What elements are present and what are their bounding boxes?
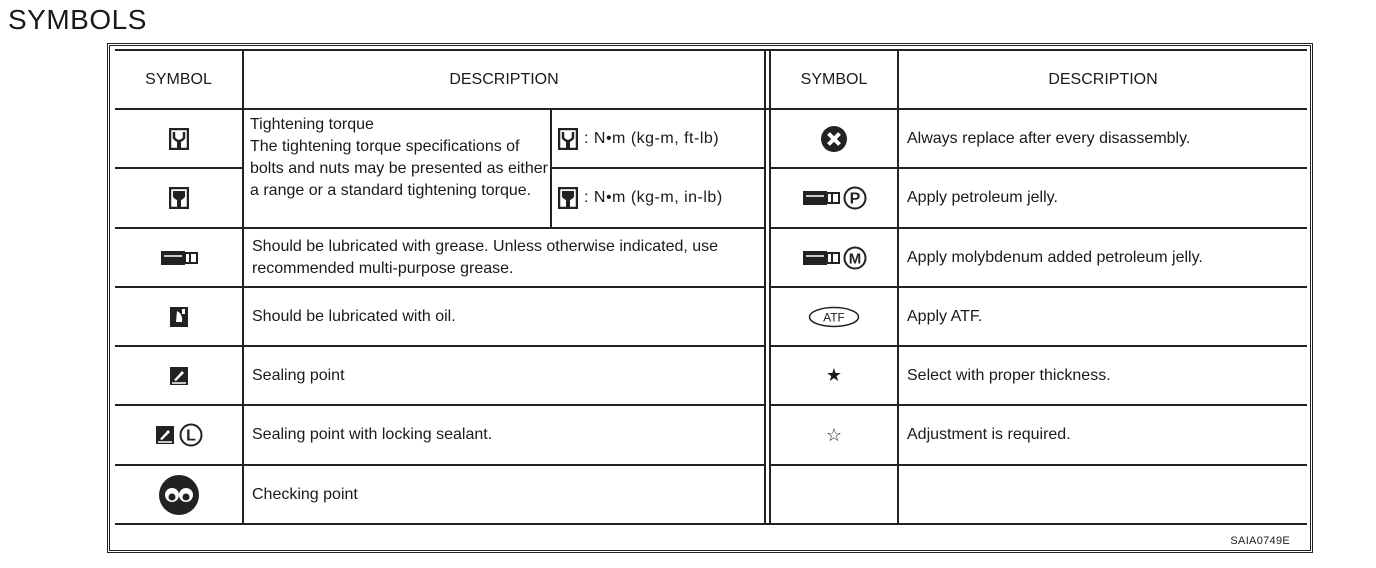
sealing-locking-description: Sealing point with locking sealant. [252, 426, 493, 443]
torque-unit-ft-lb: : N•m (kg-m, ft-lb) [584, 129, 720, 147]
checking-symbol-cell [115, 466, 242, 523]
molybdenum-glyph: M [848, 250, 861, 267]
oil-symbol-cell [115, 288, 242, 345]
outline-star-icon: ☆ [825, 424, 843, 445]
atf-glyph: ATF [823, 310, 845, 324]
grease-symbol-cell [115, 229, 242, 286]
petroleum-glyph: P [849, 190, 860, 208]
empty-symbol-cell [771, 466, 897, 523]
header-description-right: DESCRIPTION [1048, 70, 1158, 88]
figure-code: SAIA0749E [1230, 535, 1290, 547]
torque-unit-cell [552, 169, 764, 227]
filled-star-icon: ★ [825, 365, 843, 385]
torque-description [250, 114, 548, 202]
replace-symbol-cell [771, 110, 897, 167]
torque-heading: Tightening torque [250, 116, 374, 133]
grease-gun-icon [802, 249, 840, 267]
sealing-symbol-cell [115, 347, 242, 404]
petroleum-description: Apply petroleum jelly. [907, 189, 1058, 206]
oil-description: Should be lubricated with oil. [252, 307, 456, 325]
sealing-point-icon [169, 366, 189, 386]
checking-eyes-icon [157, 473, 201, 517]
torque-wrench-icon [169, 128, 189, 150]
torque-wrench-filled-icon [169, 187, 189, 209]
torque-wrench-filled-icon [558, 187, 578, 209]
replace-description: Always replace after every disassembly. [907, 129, 1191, 147]
petroleum-jelly-icon [843, 186, 867, 210]
torque-body: The tightening torque specifications of bolts and nuts may be presented as either a range or a standard tightening torque. [250, 138, 548, 199]
col-rule [764, 49, 766, 524]
atf-symbol-cell [771, 288, 897, 345]
torque-symbol-cell [115, 169, 242, 227]
replace-x-icon [820, 125, 848, 153]
atf-icon [808, 306, 860, 328]
molybdenum-jelly-icon [843, 246, 867, 270]
sealing-locking-symbol-cell [115, 406, 242, 464]
adjustment-description: Adjustment is required. [907, 426, 1071, 443]
molybdenum-symbol-cell [771, 229, 897, 286]
sealing-locking-icon [155, 425, 175, 445]
molybdenum-description: Apply molybdenum added petroleum jelly. [907, 248, 1203, 266]
grease-gun-icon [802, 189, 840, 207]
empty-description-cell [899, 466, 1307, 523]
header-symbol-left: SYMBOL [145, 70, 212, 88]
header-symbol-right: SYMBOL [800, 70, 868, 88]
header-description-left: DESCRIPTION [449, 70, 559, 88]
petroleum-symbol-cell [771, 169, 897, 227]
torque-unit-in-lb: : N•m (kg-m, in-lb) [584, 189, 723, 206]
sealing-description: Sealing point [252, 366, 345, 384]
symbols-table [107, 43, 1313, 553]
torque-wrench-icon [558, 128, 578, 150]
grease-description: Should be lubricated with grease. Unless otherwise indicated, use recommended multi-purpose grease. [252, 237, 719, 277]
atf-description: Apply ATF. [907, 307, 983, 325]
torque-unit-cell [552, 110, 764, 167]
page-title: SYMBOLS [8, 4, 147, 35]
lock-glyph: L [185, 427, 196, 445]
checking-description: Checking point [252, 485, 358, 503]
thickness-description: Select with proper thickness. [907, 366, 1111, 384]
torque-symbol-cell [115, 110, 242, 167]
grease-gun-icon [160, 249, 198, 267]
oil-can-icon [169, 306, 189, 328]
locking-circle-icon [179, 423, 203, 447]
table-bottom-rule [115, 523, 1307, 525]
